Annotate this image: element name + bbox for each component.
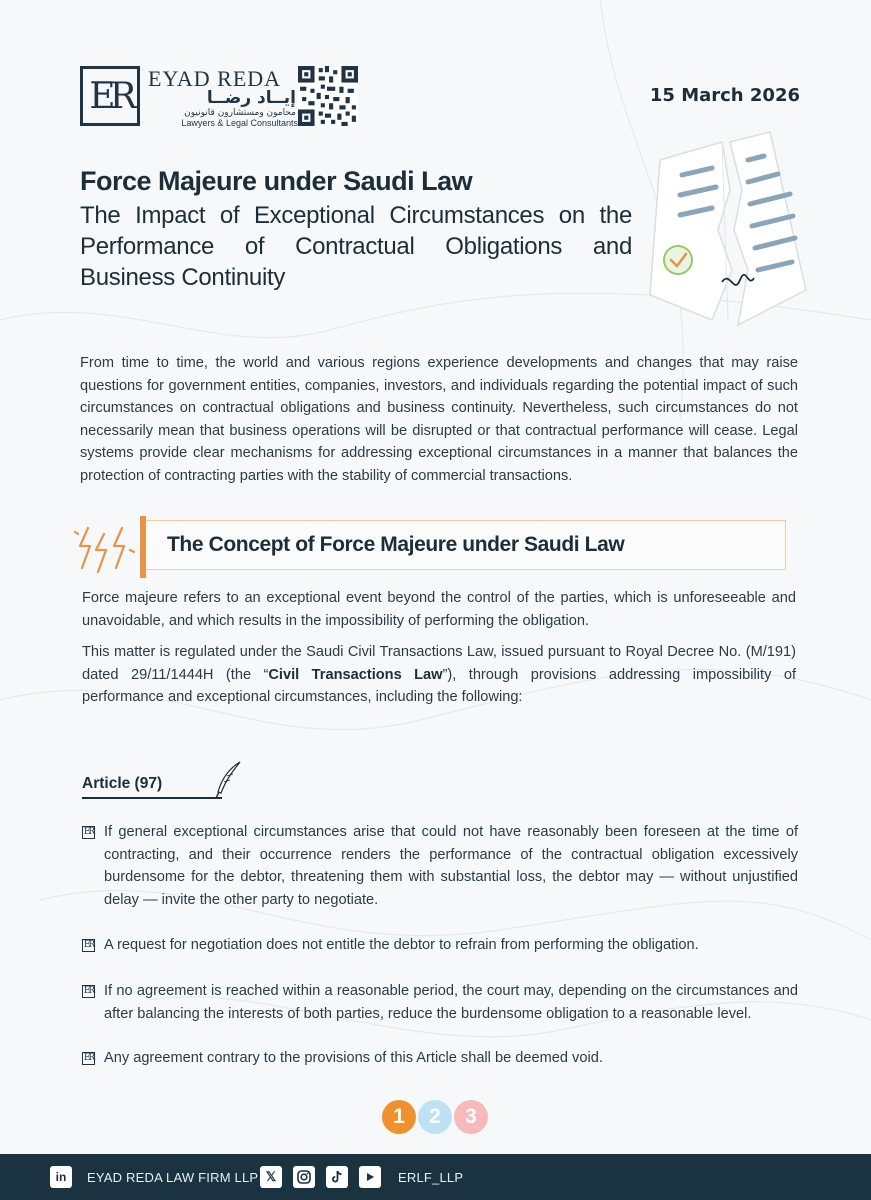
- article-item: [82, 934, 798, 957]
- footer-firm-name: [87, 1154, 258, 1200]
- article-item: [82, 980, 798, 1025]
- tiktok-link[interactable]: [326, 1154, 348, 1200]
- youtube-link[interactable]: [359, 1154, 381, 1200]
- article-item-text: If no agreement is reached within a reasonable period, the court may, depending on the circumstances and after balancing the interests of both parties, reduce the burdensome obligation to a reasonable level.: [104, 983, 798, 1022]
- firm-tagline-arabic: محامون ومستشارون قانونيون: [184, 108, 296, 118]
- document-date: 15 March 2026: [649, 85, 800, 106]
- x-link[interactable]: [260, 1154, 282, 1200]
- er-bullet-icon: ER: [83, 986, 94, 996]
- article-item-text: A request for negotiation does not entitle the debtor to refrain from performing the obligation.: [104, 937, 699, 953]
- footer-firm-label: EYAD REDA LAW FIRM LLP: [87, 1169, 259, 1185]
- er-bullet-icon: ER: [83, 940, 94, 950]
- footer-handle[interactable]: [398, 1154, 463, 1200]
- document-title: Force Majeure under Saudi Law: [80, 166, 473, 196]
- er-bullet-icon: ER: [83, 1053, 94, 1063]
- section-accent-bar: [140, 516, 146, 578]
- logo-mark: ER: [80, 66, 140, 126]
- article-item-text: If general exceptional circumstances arise that could not have reasonably been foreseen at the time of contracting, and their occurrence renders the performance of the contractual obligation excessively burdensome for the debtor, threatening them with substantial loss, the debtor may — without unjustified delay — invite the other party to negotiate.: [104, 824, 798, 908]
- civil-transactions-law-term: Civil Transactions Law: [268, 666, 443, 683]
- article-underline: [82, 797, 222, 799]
- instagram-icon[interactable]: [293, 1166, 315, 1188]
- page-dot-2[interactable]: 2: [418, 1100, 452, 1134]
- article-item: [82, 821, 798, 911]
- linkedin-icon[interactable]: in: [50, 1166, 72, 1188]
- instagram-link[interactable]: [293, 1154, 315, 1200]
- page-indicator: [382, 1100, 488, 1134]
- document-subtitle: The Impact of Exceptional Circumstances on the Performance of Contractual Obligations and Business Continuity: [80, 202, 632, 291]
- footer-bar: [0, 1154, 871, 1200]
- lightning-bolt-icon: [74, 520, 136, 576]
- tiktok-icon[interactable]: [326, 1166, 348, 1188]
- paragraph-text-end: ”), through provisions addressing impossibility of performance and exceptional circumstances, including the following:: [82, 666, 796, 706]
- quill-pen-icon: [212, 760, 244, 800]
- paragraph-text-start: This matter is regulated under the Saudi Civil Transactions Law, issued pursuant to Royal Decree No. (M/191) dated 29/11/1444H (the “: [82, 644, 796, 683]
- page-dot-3[interactable]: 3: [454, 1100, 488, 1134]
- youtube-icon[interactable]: [359, 1166, 381, 1188]
- page-dot-1[interactable]: 1: [382, 1100, 416, 1134]
- social-handle[interactable]: ERLF_LLP: [398, 1169, 464, 1185]
- force-majeure-definition: Force majeure refers to an exceptional event beyond the control of the parties, which is unforeseeable and unavoidable, and which results in the impossibility of performing the obligation.: [82, 590, 796, 629]
- article-title: Article (97): [82, 775, 163, 792]
- article-item: [82, 1047, 798, 1070]
- linkedin-link[interactable]: [50, 1154, 72, 1200]
- firm-name-arabic: إيــاد رضــا: [206, 88, 296, 108]
- er-bullet-icon: ER: [83, 827, 94, 837]
- firm-tagline: Lawyers & Legal Consultants: [181, 118, 298, 128]
- article-item-text: Any agreement contrary to the provisions of this Article shall be deemed void.: [104, 1050, 603, 1066]
- firm-name: EYAD REDA: [148, 66, 282, 91]
- section-title: The Concept of Force Majeure under Saudi Law: [167, 533, 625, 556]
- qr-code-icon[interactable]: [298, 66, 358, 126]
- civil-transactions-paragraph: [82, 641, 796, 709]
- intro-paragraph: From time to time, the world and various regions experience developments and changes that may raise questions for government entities, companies, investors, and individuals regarding the potential impact of such circumstances on contractual obligations and business continuity. Nevertheless, such circumstances do not necessarily mean that business operations will be disrupted or that contractual performance will cease. Legal systems provide clear mechanisms for addressing exceptional circumstances in a manner that balances the protection of contracting parties with the stability of commercial transactions.: [80, 355, 798, 484]
- torn-contract-icon: [630, 120, 810, 340]
- x-icon[interactable]: 𝕏: [260, 1166, 282, 1188]
